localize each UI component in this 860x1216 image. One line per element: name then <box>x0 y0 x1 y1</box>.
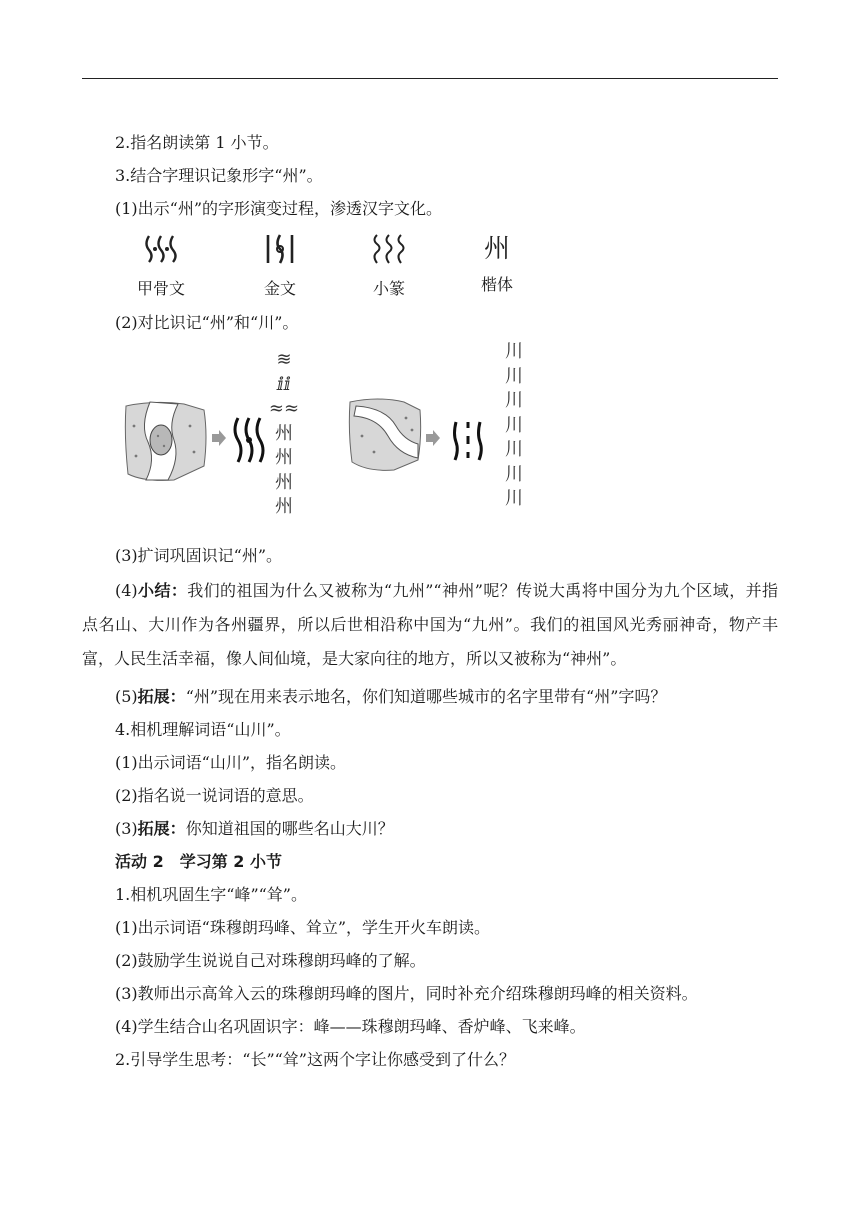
bronze-zhou-icon <box>260 232 300 266</box>
extension-text: 你知道祖国的哪些名山大川？ <box>185 819 394 838</box>
step-4-1: (1)出示词语“山川”，指名朗读。 <box>115 753 347 772</box>
extension-number: (5) <box>115 687 138 706</box>
oracle-zhou-icon <box>141 232 181 266</box>
chuan-form: 川 <box>505 414 523 436</box>
chuan-forms-column <box>496 340 532 512</box>
step-4-3 <box>82 818 778 840</box>
evolution-bronze <box>245 232 315 299</box>
river-illustration <box>348 396 422 472</box>
act2-step-1-1: (1)出示词语“珠穆朗玛峰、耸立”，学生开火车朗读。 <box>115 918 491 937</box>
chuan-form: 川 <box>505 488 523 509</box>
zhou-form: ≈≈ <box>268 398 300 419</box>
summary-label: 小结： <box>137 581 188 600</box>
caption-seal: 小篆 <box>372 279 405 298</box>
evolution-regular <box>462 232 532 295</box>
zhou-form: ≋ <box>276 349 292 370</box>
chuan-form: 川 <box>505 341 523 362</box>
pictograph-chuan-icon <box>450 418 486 462</box>
substep-2: (2)对比识记“州”和“川”。 <box>115 313 299 332</box>
substep-3: (3)扩词巩固识记“州”。 <box>115 546 283 565</box>
activity-2-heading: 活动 2 学习第 2 小节 <box>115 852 282 871</box>
arrow-right-icon <box>212 430 226 446</box>
extension-number: (3) <box>115 819 138 838</box>
arrow-right-icon <box>426 430 440 446</box>
caption-regular: 楷体 <box>480 275 513 294</box>
extension-label: 拓展： <box>137 687 186 706</box>
step-3: 3.结合字理识记象形字“州”。 <box>115 166 323 185</box>
act2-step-2: 2.引导学生思考：“长”“耸”这两个字让你感受到了什么？ <box>115 1050 515 1069</box>
chuan-form: 川 <box>505 365 523 387</box>
caption-oracle: 甲骨文 <box>136 279 185 298</box>
step-4: 4.相机理解词语“山川”。 <box>115 720 291 739</box>
zhou-form: ⅈⅈ <box>277 373 291 395</box>
step-4-2: (2)指名说一说词语的意思。 <box>115 786 314 805</box>
act2-step-1-2: (2)鼓励学生说说自己对珠穆朗玛峰的了解。 <box>115 951 426 970</box>
act2-step-1-3: (3)教师出示高耸入云的珠穆朗玛峰的图片，同时补充介绍珠穆朗玛峰的相关资料。 <box>115 984 698 1003</box>
pictograph-zhou-icon <box>232 416 266 464</box>
zhou-form: 州 <box>275 447 293 468</box>
evolution-seal <box>354 232 424 299</box>
evolution-oracle <box>126 232 196 299</box>
extension-1 <box>82 686 778 708</box>
extension-text: “州”现在用来表示地名，你们知道哪些城市的名字里带有“州”字吗？ <box>185 687 667 706</box>
zhou-form: 州 <box>275 422 293 444</box>
island-river-illustration <box>124 396 208 482</box>
chuan-form: 川 <box>505 390 523 411</box>
chuan-form: 川 <box>505 463 523 485</box>
zhou-forms-column <box>266 348 302 520</box>
step-2: 2.指名朗读第 1 小节。 <box>115 133 279 152</box>
seal-zhou-icon <box>369 232 409 266</box>
act2-step-1-4: (4)学生结合山名巩固识字：峰——珠穆朗玛峰、香炉峰、飞来峰。 <box>115 1017 586 1036</box>
act2-step-1: 1.相机巩固生字“峰”“耸”。 <box>115 885 307 904</box>
chuan-form: 川 <box>505 439 523 460</box>
summary-text: 我们的祖国为什么又被称为“九州”“神州”呢？传说大禹将中国分为九个区域，并指点名山、大川作为各州疆界，所以后世相沿称中国为“九州”。我们的祖国风光秀丽神奇，物产丰富，人民生活幸福，像人间仙境，是大家向往的地方，所以又被称为“神州”。 <box>82 581 778 668</box>
header-rule <box>82 78 778 79</box>
zhou-form: 州 <box>275 471 293 493</box>
substep-1: (1)出示“州”的字形演变过程，渗透汉字文化。 <box>115 199 443 218</box>
zhou-form: 州 <box>275 496 293 517</box>
caption-bronze: 金文 <box>263 279 296 298</box>
extension-label: 拓展： <box>137 819 186 838</box>
regular-zhou-glyph: 州 <box>483 234 510 264</box>
summary-number: (4) <box>115 581 138 600</box>
summary-paragraph <box>82 574 778 676</box>
